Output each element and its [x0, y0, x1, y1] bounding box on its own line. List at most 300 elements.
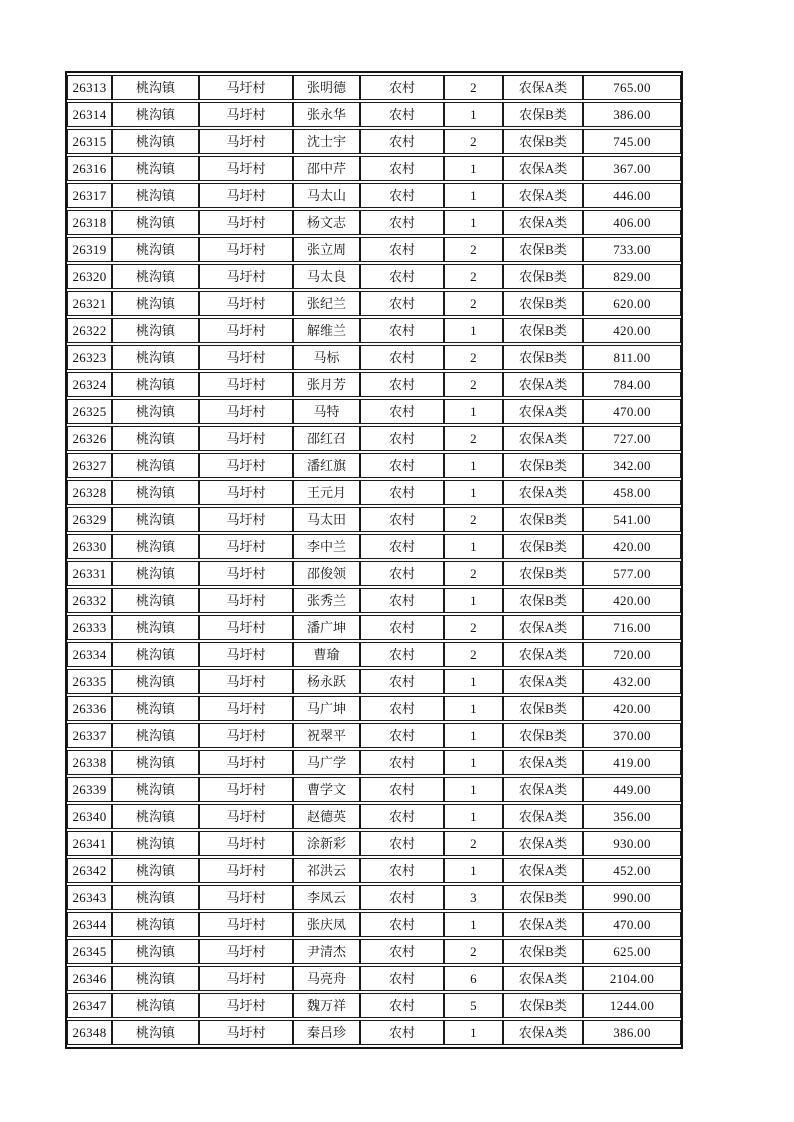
person-name-cell: 赵德英 — [293, 804, 360, 829]
person-count-cell: 1 — [444, 480, 503, 505]
table-row — [67, 75, 681, 100]
table-row — [67, 561, 681, 586]
person-name-cell: 张庆凤 — [293, 912, 360, 937]
amount-cell: 470.00 — [583, 912, 681, 937]
town-cell: 桃沟镇 — [112, 156, 199, 181]
town-cell: 桃沟镇 — [112, 615, 199, 640]
amount-cell: 367.00 — [583, 156, 681, 181]
village-cell: 马圩村 — [199, 939, 293, 964]
serial-number-cell: 26345 — [67, 939, 112, 964]
area-type-cell: 农村 — [360, 129, 444, 154]
village-cell: 马圩村 — [199, 642, 293, 667]
amount-cell: 620.00 — [583, 291, 681, 316]
village-cell: 马圩村 — [199, 345, 293, 370]
insurance-category-cell: 农保A类 — [503, 75, 583, 100]
table-row — [67, 480, 681, 505]
amount-cell: 625.00 — [583, 939, 681, 964]
table-row — [67, 1020, 681, 1045]
person-count-cell: 1 — [444, 723, 503, 748]
person-name-cell: 杨文志 — [293, 210, 360, 235]
person-count-cell: 1 — [444, 750, 503, 775]
serial-number-cell: 26313 — [67, 75, 112, 100]
town-cell: 桃沟镇 — [112, 939, 199, 964]
area-type-cell: 农村 — [360, 318, 444, 343]
person-name-cell: 张秀兰 — [293, 588, 360, 613]
table-row — [67, 804, 681, 829]
serial-number-cell: 26341 — [67, 831, 112, 856]
insurance-category-cell: 农保B类 — [503, 723, 583, 748]
area-type-cell: 农村 — [360, 534, 444, 559]
person-count-cell: 2 — [444, 264, 503, 289]
insurance-category-cell: 农保A类 — [503, 669, 583, 694]
town-cell: 桃沟镇 — [112, 291, 199, 316]
serial-number-cell: 26346 — [67, 966, 112, 991]
area-type-cell: 农村 — [360, 1020, 444, 1045]
person-name-cell: 潘广坤 — [293, 615, 360, 640]
area-type-cell: 农村 — [360, 453, 444, 478]
table-row — [67, 237, 681, 262]
serial-number-cell: 26320 — [67, 264, 112, 289]
insurance-category-cell: 农保A类 — [503, 831, 583, 856]
serial-number-cell: 26323 — [67, 345, 112, 370]
person-name-cell: 邵红召 — [293, 426, 360, 451]
insurance-category-cell: 农保B类 — [503, 129, 583, 154]
town-cell: 桃沟镇 — [112, 372, 199, 397]
amount-cell: 470.00 — [583, 399, 681, 424]
village-cell: 马圩村 — [199, 669, 293, 694]
area-type-cell: 农村 — [360, 858, 444, 883]
village-cell: 马圩村 — [199, 237, 293, 262]
person-name-cell: 沈士宇 — [293, 129, 360, 154]
serial-number-cell: 26317 — [67, 183, 112, 208]
table-row — [67, 750, 681, 775]
insurance-category-cell: 农保A类 — [503, 858, 583, 883]
person-count-cell: 2 — [444, 237, 503, 262]
person-name-cell: 马广坤 — [293, 696, 360, 721]
person-count-cell: 1 — [444, 102, 503, 127]
person-name-cell: 李中兰 — [293, 534, 360, 559]
insurance-category-cell: 农保A类 — [503, 966, 583, 991]
area-type-cell: 农村 — [360, 399, 444, 424]
insurance-category-cell: 农保B类 — [503, 507, 583, 532]
insurance-category-cell: 农保A类 — [503, 210, 583, 235]
town-cell: 桃沟镇 — [112, 669, 199, 694]
amount-cell: 716.00 — [583, 615, 681, 640]
amount-cell: 458.00 — [583, 480, 681, 505]
amount-cell: 765.00 — [583, 75, 681, 100]
person-count-cell: 2 — [444, 615, 503, 640]
amount-cell: 2104.00 — [583, 966, 681, 991]
person-count-cell: 2 — [444, 75, 503, 100]
town-cell: 桃沟镇 — [112, 858, 199, 883]
person-name-cell: 张明德 — [293, 75, 360, 100]
town-cell: 桃沟镇 — [112, 507, 199, 532]
area-type-cell: 农村 — [360, 156, 444, 181]
area-type-cell: 农村 — [360, 777, 444, 802]
area-type-cell: 农村 — [360, 372, 444, 397]
amount-cell: 727.00 — [583, 426, 681, 451]
serial-number-cell: 26316 — [67, 156, 112, 181]
town-cell: 桃沟镇 — [112, 588, 199, 613]
person-name-cell: 马广学 — [293, 750, 360, 775]
insurance-category-cell: 农保B类 — [503, 291, 583, 316]
area-type-cell: 农村 — [360, 669, 444, 694]
insurance-category-cell: 农保A类 — [503, 750, 583, 775]
amount-cell: 446.00 — [583, 183, 681, 208]
insurance-category-cell: 农保A类 — [503, 912, 583, 937]
village-cell: 马圩村 — [199, 723, 293, 748]
person-count-cell: 2 — [444, 507, 503, 532]
town-cell: 桃沟镇 — [112, 1020, 199, 1045]
table-row — [67, 912, 681, 937]
table-row — [67, 102, 681, 127]
town-cell: 桃沟镇 — [112, 318, 199, 343]
area-type-cell: 农村 — [360, 345, 444, 370]
person-name-cell: 魏万祥 — [293, 993, 360, 1018]
person-count-cell: 1 — [444, 399, 503, 424]
area-type-cell: 农村 — [360, 939, 444, 964]
village-cell: 马圩村 — [199, 912, 293, 937]
table-row — [67, 723, 681, 748]
serial-number-cell: 26315 — [67, 129, 112, 154]
village-cell: 马圩村 — [199, 102, 293, 127]
town-cell: 桃沟镇 — [112, 453, 199, 478]
person-name-cell: 张永华 — [293, 102, 360, 127]
insurance-category-cell: 农保B类 — [503, 588, 583, 613]
amount-cell: 784.00 — [583, 372, 681, 397]
amount-cell: 420.00 — [583, 588, 681, 613]
table-row — [67, 885, 681, 910]
village-cell: 马圩村 — [199, 534, 293, 559]
village-cell: 马圩村 — [199, 318, 293, 343]
town-cell: 桃沟镇 — [112, 750, 199, 775]
person-count-cell: 2 — [444, 939, 503, 964]
person-count-cell: 1 — [444, 777, 503, 802]
person-count-cell: 1 — [444, 318, 503, 343]
village-cell: 马圩村 — [199, 453, 293, 478]
village-cell: 马圩村 — [199, 372, 293, 397]
person-name-cell: 马标 — [293, 345, 360, 370]
serial-number-cell: 26344 — [67, 912, 112, 937]
serial-number-cell: 26331 — [67, 561, 112, 586]
amount-cell: 541.00 — [583, 507, 681, 532]
village-cell: 马圩村 — [199, 858, 293, 883]
amount-cell: 420.00 — [583, 534, 681, 559]
area-type-cell: 农村 — [360, 426, 444, 451]
serial-number-cell: 26330 — [67, 534, 112, 559]
serial-number-cell: 26335 — [67, 669, 112, 694]
amount-cell: 930.00 — [583, 831, 681, 856]
town-cell: 桃沟镇 — [112, 426, 199, 451]
table-row — [67, 426, 681, 451]
area-type-cell: 农村 — [360, 723, 444, 748]
person-name-cell: 秦吕珍 — [293, 1020, 360, 1045]
table-row — [67, 966, 681, 991]
person-count-cell: 2 — [444, 831, 503, 856]
village-cell: 马圩村 — [199, 129, 293, 154]
amount-cell: 720.00 — [583, 642, 681, 667]
person-count-cell: 1 — [444, 858, 503, 883]
town-cell: 桃沟镇 — [112, 885, 199, 910]
town-cell: 桃沟镇 — [112, 993, 199, 1018]
town-cell: 桃沟镇 — [112, 102, 199, 127]
person-count-cell: 1 — [444, 804, 503, 829]
serial-number-cell: 26322 — [67, 318, 112, 343]
serial-number-cell: 26339 — [67, 777, 112, 802]
serial-number-cell: 26338 — [67, 750, 112, 775]
table-row — [67, 642, 681, 667]
insurance-category-cell: 农保B类 — [503, 264, 583, 289]
area-type-cell: 农村 — [360, 102, 444, 127]
table-body — [67, 75, 681, 1045]
records-table — [65, 71, 683, 1049]
area-type-cell: 农村 — [360, 264, 444, 289]
village-cell: 马圩村 — [199, 426, 293, 451]
serial-number-cell: 26314 — [67, 102, 112, 127]
amount-cell: 577.00 — [583, 561, 681, 586]
amount-cell: 1244.00 — [583, 993, 681, 1018]
table-row — [67, 831, 681, 856]
person-name-cell: 曹学文 — [293, 777, 360, 802]
area-type-cell: 农村 — [360, 885, 444, 910]
person-count-cell: 1 — [444, 534, 503, 559]
insurance-category-cell: 农保A类 — [503, 615, 583, 640]
amount-cell: 449.00 — [583, 777, 681, 802]
person-name-cell: 祁洪云 — [293, 858, 360, 883]
table-row — [67, 318, 681, 343]
person-count-cell: 3 — [444, 885, 503, 910]
town-cell: 桃沟镇 — [112, 129, 199, 154]
town-cell: 桃沟镇 — [112, 912, 199, 937]
insurance-category-cell: 农保A类 — [503, 804, 583, 829]
village-cell: 马圩村 — [199, 993, 293, 1018]
insurance-category-cell: 农保B类 — [503, 345, 583, 370]
person-count-cell: 1 — [444, 183, 503, 208]
person-count-cell: 6 — [444, 966, 503, 991]
person-name-cell: 马太山 — [293, 183, 360, 208]
village-cell: 马圩村 — [199, 264, 293, 289]
town-cell: 桃沟镇 — [112, 696, 199, 721]
person-count-cell: 2 — [444, 345, 503, 370]
area-type-cell: 农村 — [360, 75, 444, 100]
insurance-category-cell: 农保A类 — [503, 1020, 583, 1045]
village-cell: 马圩村 — [199, 399, 293, 424]
village-cell: 马圩村 — [199, 615, 293, 640]
insurance-category-cell: 农保B类 — [503, 885, 583, 910]
insurance-category-cell: 农保A类 — [503, 426, 583, 451]
insurance-category-cell: 农保A类 — [503, 183, 583, 208]
village-cell: 马圩村 — [199, 156, 293, 181]
table-row — [67, 453, 681, 478]
person-name-cell: 马亮舟 — [293, 966, 360, 991]
person-count-cell: 2 — [444, 291, 503, 316]
table-row — [67, 615, 681, 640]
insurance-category-cell: 农保A类 — [503, 372, 583, 397]
area-type-cell: 农村 — [360, 912, 444, 937]
town-cell: 桃沟镇 — [112, 264, 199, 289]
person-count-cell: 2 — [444, 426, 503, 451]
amount-cell: 386.00 — [583, 1020, 681, 1045]
person-count-cell: 2 — [444, 642, 503, 667]
amount-cell: 990.00 — [583, 885, 681, 910]
town-cell: 桃沟镇 — [112, 804, 199, 829]
table-row — [67, 696, 681, 721]
village-cell: 马圩村 — [199, 696, 293, 721]
person-count-cell: 2 — [444, 561, 503, 586]
insurance-category-cell: 农保B类 — [503, 318, 583, 343]
area-type-cell: 农村 — [360, 588, 444, 613]
table-row — [67, 264, 681, 289]
person-name-cell: 邵俊领 — [293, 561, 360, 586]
insurance-category-cell: 农保A类 — [503, 156, 583, 181]
serial-number-cell: 26333 — [67, 615, 112, 640]
area-type-cell: 农村 — [360, 804, 444, 829]
amount-cell: 356.00 — [583, 804, 681, 829]
table-row — [67, 291, 681, 316]
village-cell: 马圩村 — [199, 750, 293, 775]
table-row — [67, 183, 681, 208]
person-count-cell: 1 — [444, 156, 503, 181]
person-name-cell: 王元月 — [293, 480, 360, 505]
area-type-cell: 农村 — [360, 183, 444, 208]
village-cell: 马圩村 — [199, 291, 293, 316]
person-count-cell: 2 — [444, 129, 503, 154]
serial-number-cell: 26336 — [67, 696, 112, 721]
amount-cell: 432.00 — [583, 669, 681, 694]
serial-number-cell: 26328 — [67, 480, 112, 505]
town-cell: 桃沟镇 — [112, 723, 199, 748]
person-name-cell: 解维兰 — [293, 318, 360, 343]
person-name-cell: 李凤云 — [293, 885, 360, 910]
amount-cell: 420.00 — [583, 318, 681, 343]
village-cell: 马圩村 — [199, 480, 293, 505]
serial-number-cell: 26342 — [67, 858, 112, 883]
insurance-category-cell: 农保B类 — [503, 561, 583, 586]
town-cell: 桃沟镇 — [112, 966, 199, 991]
serial-number-cell: 26329 — [67, 507, 112, 532]
town-cell: 桃沟镇 — [112, 237, 199, 262]
serial-number-cell: 26324 — [67, 372, 112, 397]
area-type-cell: 农村 — [360, 615, 444, 640]
amount-cell: 745.00 — [583, 129, 681, 154]
insurance-category-cell: 农保B类 — [503, 696, 583, 721]
village-cell: 马圩村 — [199, 561, 293, 586]
serial-number-cell: 26340 — [67, 804, 112, 829]
person-name-cell: 曹瑜 — [293, 642, 360, 667]
insurance-category-cell: 农保A类 — [503, 642, 583, 667]
amount-cell: 342.00 — [583, 453, 681, 478]
person-name-cell: 张立周 — [293, 237, 360, 262]
town-cell: 桃沟镇 — [112, 831, 199, 856]
village-cell: 马圩村 — [199, 75, 293, 100]
person-count-cell: 1 — [444, 1020, 503, 1045]
area-type-cell: 农村 — [360, 966, 444, 991]
town-cell: 桃沟镇 — [112, 642, 199, 667]
town-cell: 桃沟镇 — [112, 75, 199, 100]
serial-number-cell: 26319 — [67, 237, 112, 262]
town-cell: 桃沟镇 — [112, 210, 199, 235]
area-type-cell: 农村 — [360, 291, 444, 316]
town-cell: 桃沟镇 — [112, 183, 199, 208]
serial-number-cell: 26348 — [67, 1020, 112, 1045]
village-cell: 马圩村 — [199, 507, 293, 532]
person-name-cell: 尹清杰 — [293, 939, 360, 964]
serial-number-cell: 26321 — [67, 291, 112, 316]
table-row — [67, 777, 681, 802]
person-name-cell: 马特 — [293, 399, 360, 424]
village-cell: 马圩村 — [199, 777, 293, 802]
area-type-cell: 农村 — [360, 507, 444, 532]
insurance-category-cell: 农保B类 — [503, 102, 583, 127]
person-count-cell: 2 — [444, 372, 503, 397]
area-type-cell: 农村 — [360, 210, 444, 235]
table-row — [67, 534, 681, 559]
serial-number-cell: 26332 — [67, 588, 112, 613]
person-count-cell: 1 — [444, 696, 503, 721]
village-cell: 马圩村 — [199, 210, 293, 235]
town-cell: 桃沟镇 — [112, 399, 199, 424]
person-count-cell: 1 — [444, 210, 503, 235]
table-row — [67, 399, 681, 424]
insurance-category-cell: 农保B类 — [503, 237, 583, 262]
amount-cell: 733.00 — [583, 237, 681, 262]
insurance-category-cell: 农保A类 — [503, 777, 583, 802]
insurance-category-cell: 农保B类 — [503, 534, 583, 559]
amount-cell: 452.00 — [583, 858, 681, 883]
serial-number-cell: 26327 — [67, 453, 112, 478]
serial-number-cell: 26326 — [67, 426, 112, 451]
area-type-cell: 农村 — [360, 480, 444, 505]
area-type-cell: 农村 — [360, 561, 444, 586]
serial-number-cell: 26347 — [67, 993, 112, 1018]
amount-cell: 386.00 — [583, 102, 681, 127]
person-name-cell: 张月芳 — [293, 372, 360, 397]
table-row — [67, 210, 681, 235]
village-cell: 马圩村 — [199, 804, 293, 829]
table-row — [67, 858, 681, 883]
person-count-cell: 1 — [444, 669, 503, 694]
serial-number-cell: 26343 — [67, 885, 112, 910]
amount-cell: 811.00 — [583, 345, 681, 370]
serial-number-cell: 26325 — [67, 399, 112, 424]
town-cell: 桃沟镇 — [112, 561, 199, 586]
serial-number-cell: 26337 — [67, 723, 112, 748]
person-count-cell: 1 — [444, 453, 503, 478]
area-type-cell: 农村 — [360, 831, 444, 856]
village-cell: 马圩村 — [199, 966, 293, 991]
area-type-cell: 农村 — [360, 993, 444, 1018]
person-name-cell: 邵中芹 — [293, 156, 360, 181]
person-name-cell: 马太田 — [293, 507, 360, 532]
person-name-cell: 潘红旗 — [293, 453, 360, 478]
person-name-cell: 祝翠平 — [293, 723, 360, 748]
table-row — [67, 939, 681, 964]
serial-number-cell: 26334 — [67, 642, 112, 667]
table-row — [67, 993, 681, 1018]
amount-cell: 829.00 — [583, 264, 681, 289]
area-type-cell: 农村 — [360, 642, 444, 667]
village-cell: 马圩村 — [199, 885, 293, 910]
table-row — [67, 588, 681, 613]
amount-cell: 420.00 — [583, 696, 681, 721]
town-cell: 桃沟镇 — [112, 345, 199, 370]
person-name-cell: 马太良 — [293, 264, 360, 289]
insurance-category-cell: 农保B类 — [503, 453, 583, 478]
table-row — [67, 507, 681, 532]
table-row — [67, 129, 681, 154]
serial-number-cell: 26318 — [67, 210, 112, 235]
town-cell: 桃沟镇 — [112, 480, 199, 505]
